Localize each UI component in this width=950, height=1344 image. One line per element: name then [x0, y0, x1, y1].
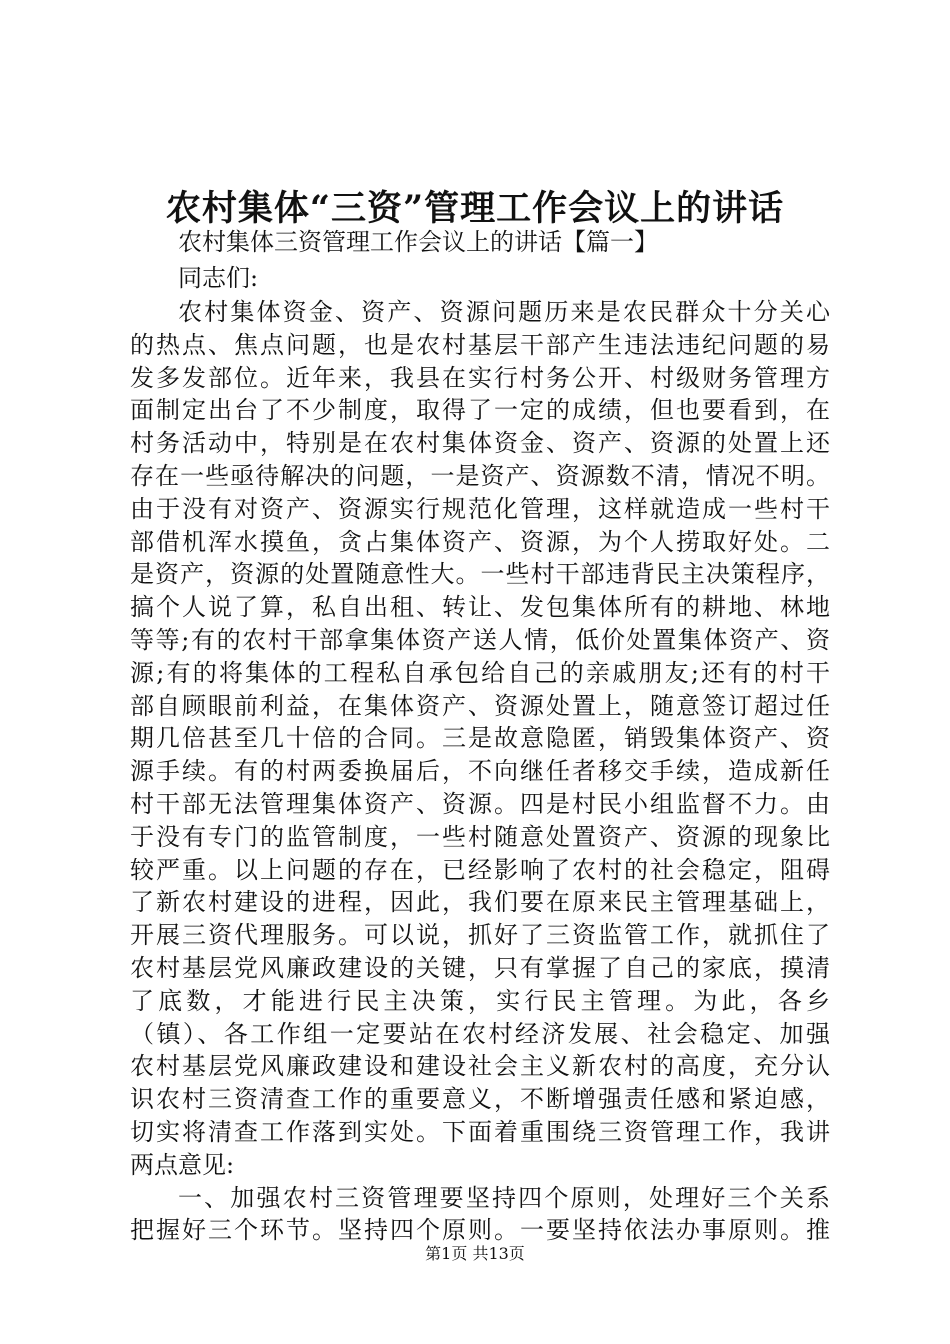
body-line: 农村集体资金、资产、资源问题历来是农民群众十分关心: [178, 298, 830, 326]
body-line: 切实将清查工作落到实处。下面着重围绕三资管理工作，我讲: [130, 1117, 830, 1146]
body-line: 是资产，资源的处置随意性大。一些村干部违背民主决策程序，: [130, 560, 830, 589]
body-line: （镇）、各工作组一定要站在农村经济发展、社会稳定、加强: [130, 1019, 830, 1048]
body-line: 面制定出台了不少制度，取得了一定的成绩，但也要看到，在: [130, 396, 830, 425]
body-line: 等等;有的农村干部拿集体资产送人情，低价处置集体资产、资: [130, 625, 830, 654]
body-line: 村务活动中，特别是在农村集体资金、资产、资源的处置上还: [130, 429, 830, 458]
body-line: 源手续。有的村两委换届后，不向继任者移交手续，造成新任: [130, 757, 830, 786]
body-line: 农村基层党风廉政建设的关键，只有掌握了自己的家底，摸清: [130, 953, 830, 982]
body-line: 于没有专门的监管制度，一些村随意处置资产、资源的现象比: [130, 822, 830, 851]
body-line: 村干部无法管理集体资产、资源。四是村民小组监督不力。由: [130, 789, 830, 818]
body-line: 源;有的将集体的工程私自承包给自己的亲戚朋友;还有的村干: [130, 658, 830, 687]
body-line: 部借机浑水摸鱼，贪占集体资产、资源，为个人捞取好处。二: [130, 527, 830, 556]
page-footer: 第1页 共13页: [425, 1244, 525, 1263]
body-line: 发多发部位。近年来，我县在实行村务公开、村级财务管理方: [130, 363, 830, 392]
speech-body: [130, 296, 830, 1247]
body-line: 由于没有对资产、资源实行规范化管理，这样就造成一些村干: [130, 494, 830, 523]
body-line: 识农村三资清查工作的重要意义，不断增强责任感和紧迫感，: [130, 1085, 830, 1114]
document-title: 农村集体“三资”管理工作会议上的讲话: [165, 188, 785, 229]
body-line: 部自顾眼前利益，在集体资产、资源处置上，随意签订超过任: [130, 691, 830, 720]
body-line: 较严重。以上问题的存在，已经影响了农村的社会稳定，阻碍: [130, 855, 830, 884]
body-line: 了新农村建设的进程，因此，我们要在原来民主管理基础上，: [130, 888, 830, 917]
body-line: 把握好三个环节。坚持四个原则。一要坚持依法办事原则。推: [130, 1216, 830, 1245]
body-line: 的热点、焦点问题，也是农村基层干部产生违法违纪问题的易: [130, 330, 830, 359]
body-line: 搞个人说了算，私自出租、转让、发包集体所有的耕地、林地: [130, 593, 830, 622]
body-line: 两点意见:: [130, 1150, 235, 1179]
body-line: 一、加强农村三资管理要坚持四个原则，处理好三个关系: [178, 1183, 830, 1212]
body-line: 了底数，才能进行民主决策，实行民主管理。为此，各乡: [130, 986, 830, 1015]
body-line: 存在一些亟待解决的问题，一是资产、资源数不清，情况不明。: [130, 461, 830, 490]
body-line: 农村基层党风廉政建设和建设社会主义新农村的高度，充分认: [130, 1052, 830, 1081]
section-heading: 农村集体三资管理工作会议上的讲话【篇一】: [178, 228, 658, 256]
body-line: 期几倍甚至几十倍的合同。三是故意隐匿，销毁集体资产、资: [130, 724, 830, 753]
body-line: 开展三资代理服务。可以说，抓好了三资监管工作，就抓住了: [130, 921, 830, 950]
salutation: 同志们:: [178, 264, 259, 292]
